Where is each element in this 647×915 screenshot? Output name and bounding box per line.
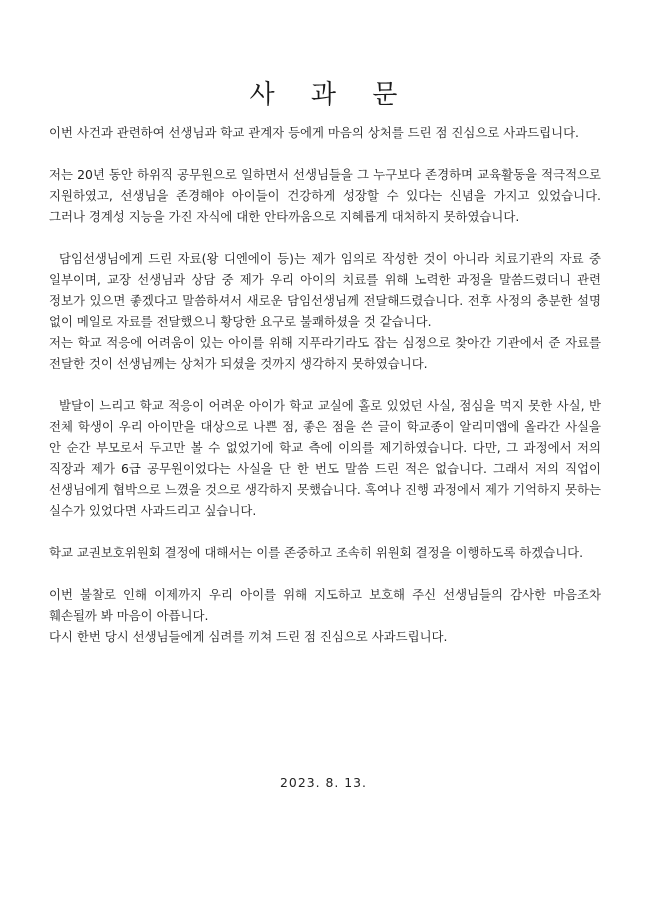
paragraph-closing: 다시 한번 당시 선생님들에게 심려를 끼쳐 드린 점 진심으로 사과드립니다.: [49, 629, 448, 644]
paragraph-spacer: [49, 521, 601, 542]
paragraph-spacer: [49, 227, 601, 248]
paragraph-spacer: [49, 374, 601, 395]
paragraph-materials-followup: 저는 학교 적응에 어려움이 있는 아이를 위해 지푸라기라도 잡는 심정으로 찾아간 기관에서 준 자료를 전달한 것이 선생님께는 상처가 되셨을 것까지 생각하지 못하였습니다.: [49, 335, 601, 371]
page-title: 사 과 문: [249, 80, 412, 110]
paragraph-regret: 이번 불찰로 인해 이제까지 우리 아이를 위해 지도하고 보호해 주신 선생님들의 감사한 마음조차 훼손될까 봐 마음이 아픕니다.: [49, 587, 601, 623]
letter-body: [49, 122, 601, 647]
paragraph-materials: 담임선생님에게 드린 자료(왕 디엔에이 등)는 제가 임의로 작성한 것이 아니라 치료기관의 자료 중 일부이며, 교장 선생님과 상담 중 제가 우리 아이의 치료를 위해 노력한 과정을 말씀드렸더니 관련 정보가 있으면 좋겠다고 말씀하셔서 새로운 담임선생님께 전달해드렸습니다. 전후 사정의 충분한 설명 없이 메일로 자료를 전달했으니 황당한 요구로 불쾌하셨을 것 같습니다.: [49, 251, 601, 329]
paragraph-spacer: [49, 563, 601, 584]
letter-date: 2023. 8. 13.: [280, 775, 367, 790]
paragraph-committee-decision: 학교 교권보호위원회 결정에 대해서는 이를 존중하고 조속히 위원회 결정을 이행하도록 하겠습니다.: [49, 545, 584, 560]
paragraph-apology-intro: 이번 사건과 관련하여 선생님과 학교 관계자 등에게 마음의 상처를 드린 점 진심으로 사과드립니다.: [49, 125, 579, 140]
paragraph-spacer: [49, 143, 601, 164]
paragraph-background: 저는 20년 동안 하위직 공무원으로 일하면서 선생님들을 그 누구보다 존경하며 교육활동을 적극적으로 지원하였고, 선생님을 존경해야 아이들이 건강하게 성장할 수 있다는 신념을 가지고 있었습니다. 그러나 경계성 지능을 가진 자식에 대한 안타까움으로 지혜롭게 대처하지 못하였습니다.: [49, 167, 601, 224]
paragraph-school-incident: 발달이 느리고 학교 적응이 어려운 아이가 학교 교실에 홀로 있었던 사실, 점심을 먹지 못한 사실, 반 전체 학생이 우리 아이만을 대상으로 나쁜 점, 좋은 점을 쓴 글이 학교종이 알리미앱에 올라간 사실을 안 순간 부모로서 두고만 볼 수 없었기에 학교 측에 이의를 제기하였습니다. 다만, 그 과정에서 저의 직장과 제가 6급 공무원이었다는 사실을 단 한 번도 말씀 드린 적은 없습니다. 그래서 저의 직업이 선생님에게 협박으로 느꼈을 것으로 생각하지 못했습니다. 혹여나 진행 과정에서 제가 기억하지 못하는 실수가 있었다면 사과드리고 싶습니다.: [49, 398, 601, 518]
